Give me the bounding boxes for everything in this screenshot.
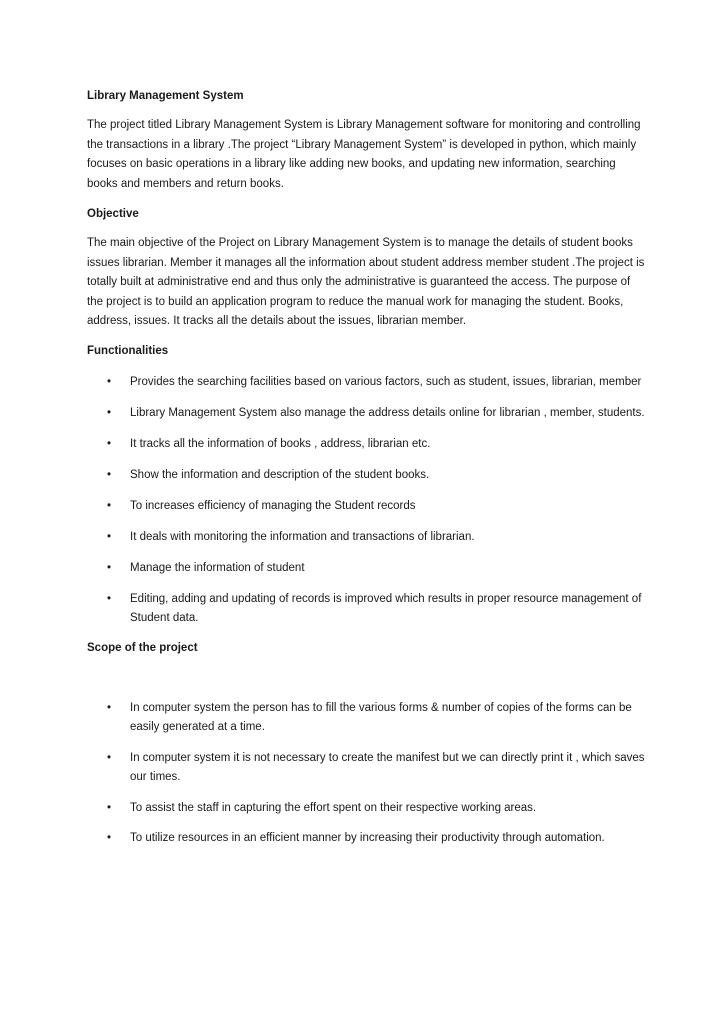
- list-item: [87, 590, 647, 629]
- bullet-icon: •: [107, 561, 112, 574]
- bullet-icon: •: [107, 406, 112, 419]
- bullet-icon: •: [107, 801, 112, 814]
- document-page: [87, 80, 647, 860]
- bullet-icon: •: [107, 751, 112, 764]
- list-item-text: To utilize resources in an efficient manner by increasing their productivity through automation.: [130, 832, 605, 844]
- functionalities-heading: Functionalities: [87, 344, 169, 357]
- list-item: [87, 699, 647, 738]
- list-item-text: Manage the information of student: [130, 561, 305, 574]
- objective-heading: Objective: [87, 208, 139, 220]
- list-item: [87, 466, 647, 486]
- list-item-text: Provides the searching facilities based on various factors, such as student, issues, librarian, member: [130, 375, 642, 388]
- scope-heading: Scope of the project: [87, 641, 198, 654]
- list-item-text: It tracks all the information of books , address, librarian etc.: [130, 437, 431, 450]
- list-item-text: In computer system it is not necessary to create the manifest but we can directly print it , which saves our times.: [130, 751, 645, 783]
- bullet-icon: •: [107, 701, 112, 714]
- bullet-icon: •: [107, 592, 112, 605]
- functionalities-list: [87, 373, 647, 629]
- list-item-text: In computer system the person has to fill the various forms & number of copies of the forms can be easily generated at a time.: [130, 701, 632, 733]
- list-item: [87, 373, 647, 393]
- bullet-icon: •: [107, 468, 112, 481]
- intro-paragraph: The project titled Library Management System is Library Management software for monitoring and controlling the transactions in a library .The project “Library Management System” is developed in python, which mainly focuses on basic operations in a library like adding new books, and updating new information, searching books and members and return books.: [87, 119, 641, 190]
- list-item-text: To assist the staff in capturing the effort spent on their respective working areas.: [130, 801, 537, 814]
- document-title: Library Management System: [87, 90, 244, 102]
- list-item-text: Library Management System also manage the address details online for librarian , member, students.: [130, 406, 645, 419]
- bullet-icon: •: [107, 437, 112, 450]
- list-item: [87, 528, 647, 548]
- list-item-text: To increases efficiency of managing the Student records: [130, 499, 416, 512]
- bullet-icon: •: [107, 499, 112, 512]
- list-item: [87, 829, 647, 849]
- list-item: [87, 799, 647, 819]
- bullet-icon: •: [107, 832, 112, 844]
- list-item: [87, 749, 647, 788]
- list-item-text: Show the information and description of the student books.: [130, 468, 430, 481]
- list-item: [87, 559, 647, 579]
- bullet-icon: •: [107, 375, 112, 388]
- scope-list: [87, 699, 647, 849]
- list-item: [87, 435, 647, 455]
- list-item: [87, 404, 647, 424]
- bullet-icon: •: [107, 530, 112, 543]
- objective-paragraph: The main objective of the Project on Library Management System is to manage the details of student books issues librarian. Member it manages all the information about student address member student .The project is totally built at administrative end and thus only the administrative is guaranteed the access. The purpose of the project is to build an application program to reduce the manual work for managing the student. Books, address, issues. It tracks all the details about the issues, librarian member.: [87, 237, 645, 327]
- list-item: [87, 497, 647, 517]
- list-item-text: It deals with monitoring the information and transactions of librarian.: [130, 530, 475, 543]
- list-item-text: Editing, adding and updating of records is improved which results in proper resource management of Student data.: [130, 592, 642, 624]
